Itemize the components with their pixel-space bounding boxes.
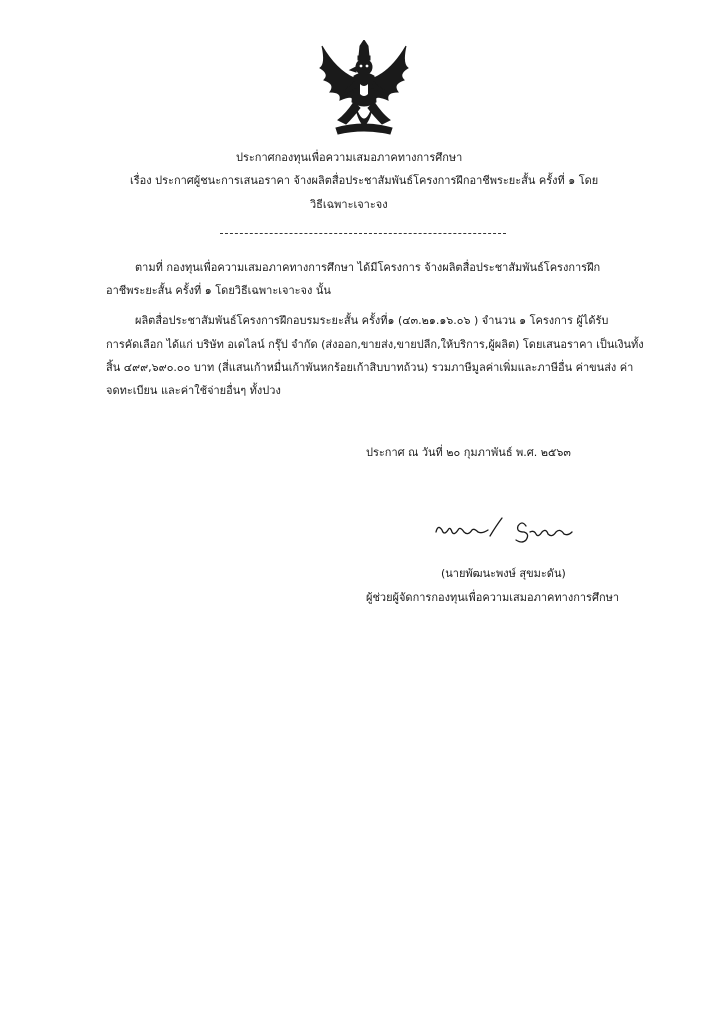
paragraph-1-line-1: ตามที่ กองทุนเพื่อความเสมอภาคทางการศึกษา ได้มีโครงการ จ้างผลิตสื่อประชาสัมพันธ์โครงการฝึก: [135, 261, 601, 274]
paragraph-2-line-2: การคัดเลือก ได้แก่ บริษัท อเดไลน์ กรุ๊ป จำกัด (ส่งออก,ขายส่ง,ขายปลีก,ให้บริการ,ผู้ผลิต) โดยเสนอราคา เป็นเงินทั้ง: [106, 338, 644, 351]
signatory-position: ผู้ช่วยผู้จัดการกองทุนเพื่อความเสมอภาคทางการศึกษา: [366, 591, 620, 604]
paragraph-2-line-1: ผลิตสื่อประชาสัมพันธ์โครงการฝึกอบรมระยะสั้น ครั้งที่๑ (๔๓.๒๑.๑๖.๐๖ ) จำนวน ๑ โครงการ ผู้ได้รับ: [135, 314, 609, 327]
paragraph-2-line-3: สิ้น ๔๙๙,๖๙๐.๐๐ บาท (สี่แสนเก้าหมื่นเก้าพันหกร้อยเก้าสิบบาทถ้วน) รวมภาษีมูลค่าเพิ่มและภาษีอื่น ค่าขนส่ง ค่า: [106, 361, 634, 374]
subject-line-2: วิธีเฉพาะเจาะจง: [310, 198, 388, 211]
paragraph-1-line-2: อาชีพระยะสั้น ครั้งที่ ๑ โดยวิธีเฉพาะเจาะจง นั้น: [106, 284, 331, 297]
paragraph-2-line-4: จดทะเบียน และค่าใช้จ่ายอื่นๆ ทั้งปวง: [106, 384, 281, 397]
handwritten-signature: [430, 512, 580, 548]
garuda-emblem-icon: [316, 40, 412, 140]
announcement-date: ประกาศ ณ วันที่ ๒๐ กุมภาพันธ์ พ.ศ. ๒๕๖๓: [366, 446, 571, 459]
subject-line-1: เรื่อง ประกาศผู้ชนะการเสนอราคา จ้างผลิตสื่อประชาสัมพันธ์โครงการฝึกอาชีพระยะสั้น ครั้งที่ ๑ โดย: [130, 174, 599, 187]
signatory-name: (นายพัฒนะพงษ์ สุขมะดัน): [441, 567, 566, 580]
document-title: ประกาศกองทุนเพื่อความเสมอภาคทางการศึกษา: [236, 151, 463, 164]
divider-line: [220, 233, 506, 234]
